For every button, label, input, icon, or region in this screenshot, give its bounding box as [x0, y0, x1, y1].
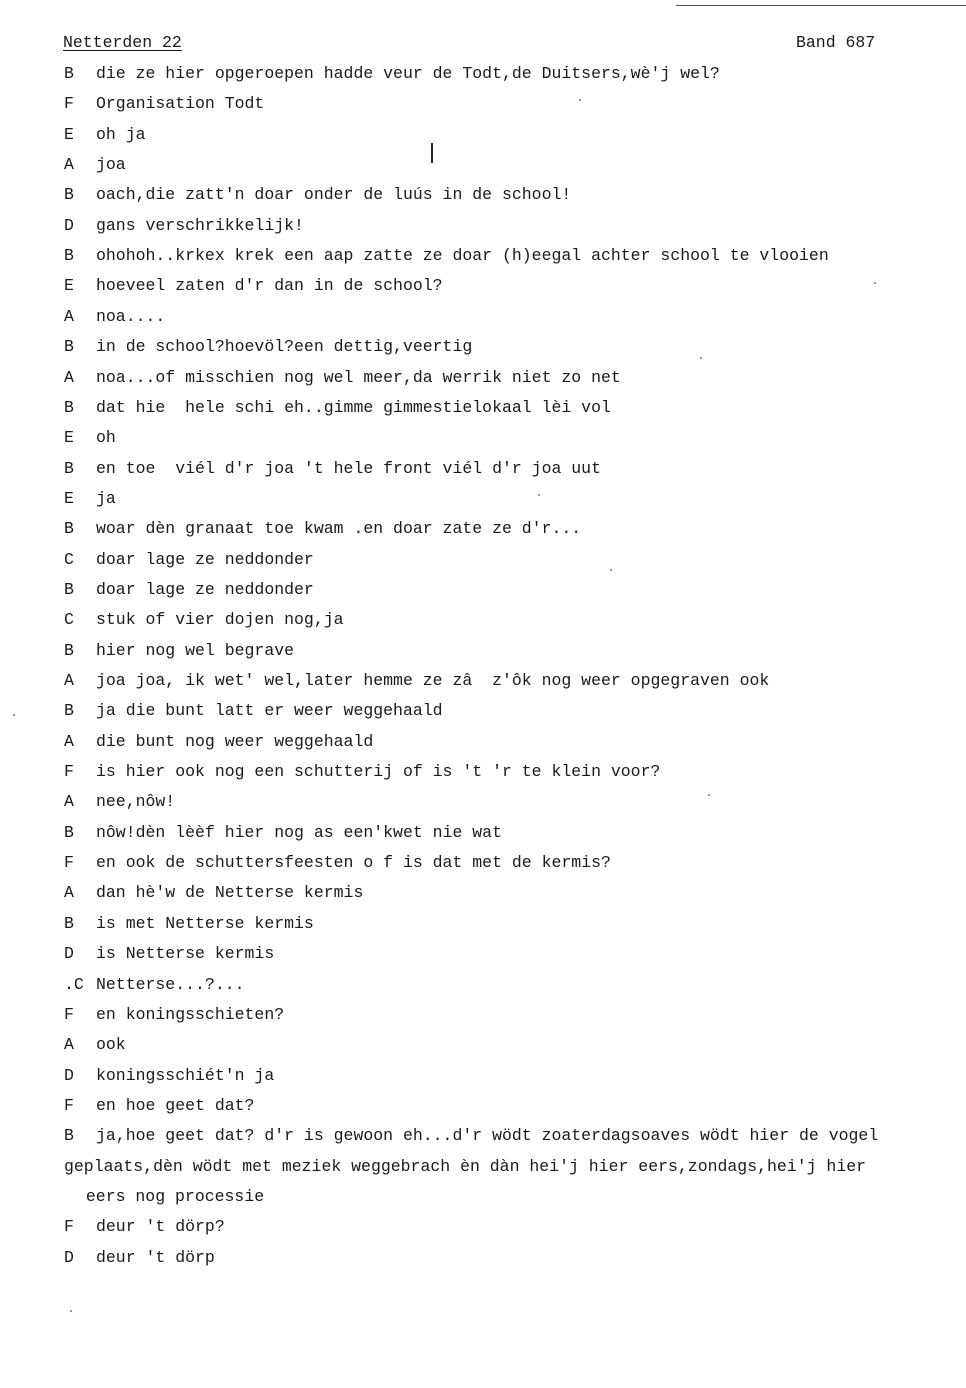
speaker-label: D — [64, 1247, 74, 1267]
speech-text: ook — [96, 1035, 126, 1055]
speech-text: dat hie hele schi eh..gimme gimmestielokaal lèi vol — [96, 397, 611, 417]
vertical-mark — [431, 143, 433, 163]
speaker-label: B — [64, 64, 74, 83]
speech-text: die ze hier opgeroepen hadde veur de Todt,de Duitsers,wè'j wel? — [96, 64, 720, 83]
speaker-label: B — [64, 185, 74, 205]
speck — [610, 569, 612, 571]
speech-text: dan hè'w de Netterse kermis — [96, 883, 364, 903]
speech-text: is met Netterse kermis — [96, 913, 314, 933]
speech-text: die bunt nog weer weggehaald — [96, 731, 374, 751]
speaker-label: B — [64, 519, 74, 539]
speaker-label: .C — [64, 974, 84, 994]
speaker-label: F — [64, 853, 74, 873]
speaker-label: C — [64, 549, 74, 569]
speaker-label: A — [64, 883, 74, 903]
speaker-label: B — [64, 337, 74, 357]
speaker-label: F — [64, 1004, 74, 1024]
speech-text: gans verschrikkelijk! — [96, 215, 304, 235]
speech-text: ja die bunt latt er weer weggehaald — [96, 701, 443, 721]
speaker-label: B — [64, 701, 74, 721]
speaker-label: B — [64, 397, 74, 417]
speaker-label: B — [64, 822, 74, 842]
speaker-label: A — [64, 671, 74, 690]
speech-text: Organisation Todt — [96, 94, 265, 114]
speech-text: noa...of misschien nog wel meer,da werrik niet zo net — [96, 367, 621, 387]
speaker-label: C — [64, 610, 74, 630]
speech-text: doar lage ze neddonder — [96, 579, 314, 599]
speaker-label: E — [64, 428, 74, 448]
speaker-label: A — [64, 306, 74, 326]
speck — [538, 494, 540, 496]
speech-text: en toe viél d'r joa 't hele front viél d'r joa uut — [96, 458, 601, 478]
speech-text: deur 't dörp — [96, 1247, 215, 1267]
speech-text: oh ja — [96, 124, 146, 144]
speck — [13, 714, 15, 716]
speaker-label: F — [64, 1217, 74, 1237]
speech-text: ja — [96, 488, 116, 508]
speech-text: deur 't dörp? — [96, 1217, 225, 1237]
speaker-label: D — [64, 1065, 74, 1085]
speech-text: stuk of vier dojen nog,ja — [96, 610, 344, 630]
speaker-label: A — [64, 1035, 74, 1055]
speaker-label: F — [64, 94, 74, 114]
speech-text: doar lage ze neddonder — [96, 549, 314, 569]
speaker-label: B — [64, 913, 74, 933]
speech-text: joa — [96, 155, 126, 175]
speaker-label: B — [64, 640, 74, 660]
top-edge-rule — [676, 5, 966, 6]
speaker-label: B — [64, 246, 74, 266]
speaker-label: B — [64, 579, 74, 599]
speaker-label: D — [64, 944, 74, 964]
speech-text: en ook de schuttersfeesten o f is dat met de kermis? — [96, 853, 611, 873]
speaker-label: E — [64, 124, 74, 144]
page-header-title: Netterden 22 — [63, 33, 182, 52]
speaker-label: A — [64, 731, 74, 751]
speech-text: is Netterse kermis — [96, 944, 275, 964]
speech-text: woar dèn granaat toe kwam .en doar zate ze d'r... — [96, 519, 582, 539]
speech-text: joa joa, ik wet' wel,later hemme ze zâ z'ôk nog weer opgegraven ook — [96, 671, 770, 690]
speech-text: hoeveel zaten d'r dan in de school? — [96, 276, 443, 296]
speech-text: en koningsschieten? — [96, 1004, 285, 1024]
speaker-label: B — [64, 1126, 74, 1146]
speech-text: koningsschiét'n ja — [96, 1065, 275, 1085]
speech-text: nee,nôw! — [96, 792, 176, 812]
speech-text: en hoe geet dat? — [96, 1095, 255, 1115]
speech-text: Netterse...?... — [96, 974, 245, 994]
speech-text: ohohoh..krkex krek een aap zatte ze doar (h)eegal achter school te vlooien — [96, 246, 829, 266]
speck — [874, 282, 876, 284]
speck — [708, 794, 710, 796]
speech-text: hier nog wel begrave — [96, 640, 295, 660]
speech-text: oach,die zatt'n doar onder de luús in de school! — [96, 185, 572, 205]
speck — [70, 1310, 72, 1312]
speaker-label: F — [64, 762, 74, 782]
speaker-label: A — [64, 367, 74, 387]
speech-continuation: geplaats,dèn wödt met meziek weggebrach èn dàn hei'j hier eers,zondags,hei'j hier — [64, 1156, 867, 1176]
speech-text: ja,hoe geet dat? d'r is gewoon eh...d'r wödt zoaterdagsoaves wödt hier de vogel — [96, 1126, 879, 1146]
speaker-label: E — [64, 276, 74, 296]
speaker-label: E — [64, 488, 74, 508]
speaker-label: A — [64, 792, 74, 812]
speech-text: oh — [96, 428, 116, 448]
speaker-label: D — [64, 215, 74, 235]
speech-text: is hier ook nog een schutterij of is 't 'r te klein voor? — [96, 762, 661, 782]
speech-continuation: eers nog processie — [76, 1186, 265, 1206]
speaker-label: F — [64, 1095, 74, 1115]
speaker-label: B — [64, 458, 74, 478]
page-header-band: Band 687 — [796, 33, 876, 52]
speech-text: nôw!dèn lèèf hier nog as een'kwet nie wat — [96, 822, 502, 842]
speech-text: noa.... — [96, 306, 166, 326]
speck — [579, 99, 581, 101]
speck — [700, 357, 702, 359]
speech-text: in de school?hoevöl?een dettig,veertig — [96, 337, 473, 357]
speaker-label: A — [64, 155, 74, 175]
